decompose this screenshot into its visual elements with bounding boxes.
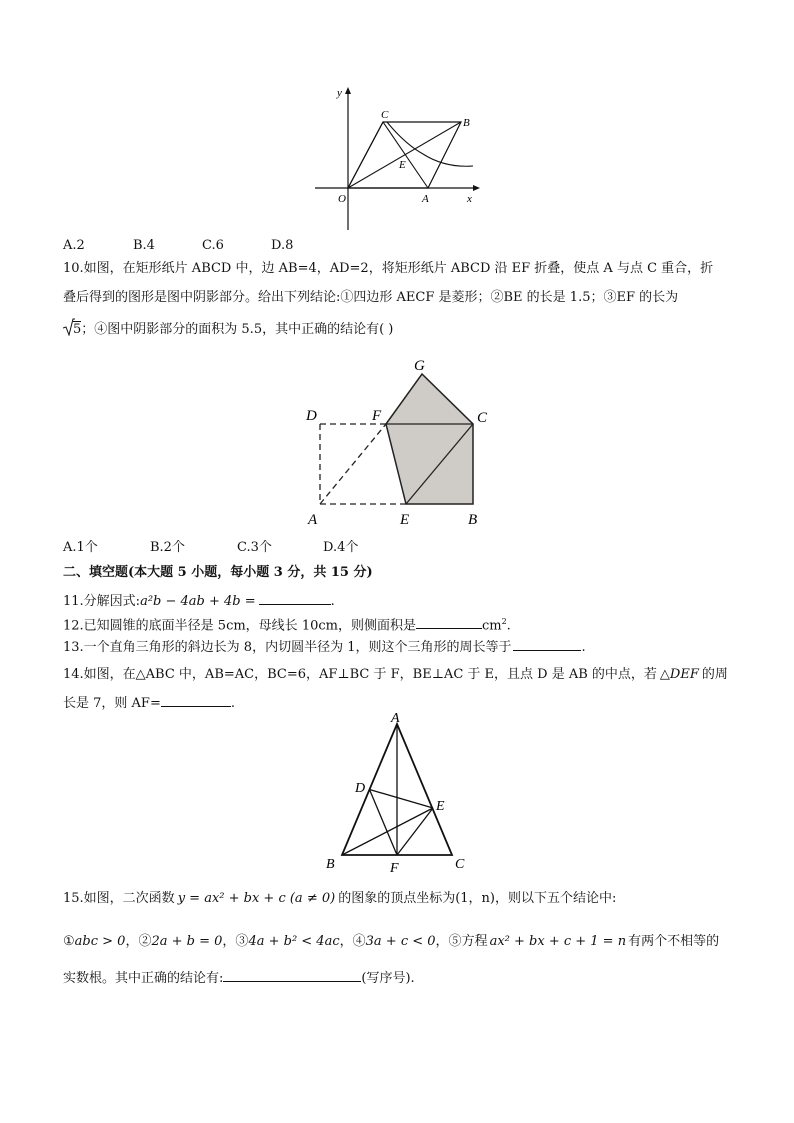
q15-line2: ①abc > 0，②2a + b = 0，③4a + b² < 4ac，④3a + c < 0，⑤方程 ax² + bx + c + 1 = n 有两个不相等的 [63, 934, 720, 949]
fig14-label-c: C [455, 857, 465, 872]
q11-expr: a²b − 4ab + 4b = [140, 594, 256, 609]
q15-function: y = ax² + bx + c (a ≠ 0) [177, 891, 336, 906]
q9-choice-c[interactable]: C.6 [202, 238, 224, 253]
q14-answer-blank[interactable] [161, 692, 231, 707]
fig9-label-c: C [381, 109, 389, 121]
q14-line2: 长是 7，则 AF= . [63, 692, 235, 713]
q14-line1: 14.如图，在△ABC 中，AB=AC，BC=6，AF⊥BC 于 F，BE⊥AC 于 E，且点 D 是 AB 的中点，若 △DEF 的周 [63, 667, 728, 682]
q10-choice-b[interactable]: B.2个 [150, 540, 185, 555]
fig9-label-y: y [337, 87, 342, 99]
q9-figure [305, 82, 485, 232]
fig9-label-x: x [467, 193, 472, 205]
q12: 12.已知圆锥的底面半径是 5cm，母线长 10cm，则侧面积是 $cm^2$. [63, 613, 511, 635]
fig9-label-a: A [422, 193, 429, 205]
q10-line2: 叠后得到的图形是图中阴影部分。给出下列结论:①四边形 AECF 是菱形；②BE 的长是 1.5；③EF 的长为 [63, 290, 679, 305]
fig9-label-e: E [399, 159, 406, 171]
fig10-label-b: B [468, 512, 478, 528]
q14-figure [320, 712, 480, 877]
q10-line3: 5；④图中阴影部分的面积为 5.5，其中正确的结论有( ) [63, 321, 393, 339]
q13-answer-blank[interactable] [513, 636, 581, 651]
q9-choice-b[interactable]: B.4 [133, 238, 155, 253]
fig10-label-a: A [308, 512, 318, 528]
fig14-label-f: F [390, 861, 399, 876]
q15-answer-blank[interactable] [223, 967, 361, 982]
q13: 13.一个直角三角形的斜边长为 8，内切圆半径为 1，则这个三角形的周长等于 . [63, 636, 586, 657]
fig14-label-d: D [355, 781, 366, 796]
fig10-label-g: G [414, 358, 425, 374]
q10-choice-c[interactable]: C.3个 [237, 540, 272, 555]
fig10-label-f: F [372, 408, 382, 424]
q11: 11.分解因式:a²b − 4ab + 4b = . [63, 590, 335, 611]
fig10-label-e: E [400, 512, 410, 528]
q11-answer-blank[interactable] [259, 590, 331, 605]
section2-title: 二、填空题(本大题 5 小题，每小题 3 分，共 15 分) [63, 565, 373, 580]
q9-choice-d[interactable]: D.8 [271, 238, 294, 253]
q9-choice-a[interactable]: A.2 [63, 238, 85, 253]
fig9-label-o: O [338, 193, 346, 205]
fig14-label-a: A [391, 712, 400, 726]
q10-sqrt: 5 [63, 321, 81, 339]
fig9-label-b: B [463, 117, 470, 129]
q10-line1: 10.如图，在矩形纸片 ABCD 中，边 AB=4，AD=2，将矩形纸片 ABCD 沿 EF 折叠，使点 A 与点 C 重合，折 [63, 261, 714, 276]
q10-figure [300, 352, 510, 532]
fig14-label-e: E [436, 799, 445, 814]
q15-line1: 15.如图，二次函数 y = ax² + bx + c (a ≠ 0) 的图象的顶点坐标为(1，n)，则以下五个结论中: [63, 891, 617, 906]
q10-choice-a[interactable]: A.1个 [63, 540, 98, 555]
fig14-label-b: B [326, 857, 335, 872]
q12-answer-blank[interactable] [416, 614, 482, 629]
fig10-label-c: C [477, 410, 488, 426]
fig10-label-d: D [306, 408, 317, 424]
q10-choice-d[interactable]: D.4个 [323, 540, 359, 555]
q15-line3: 实数根。其中正确的结论有: (写序号). [63, 967, 415, 988]
